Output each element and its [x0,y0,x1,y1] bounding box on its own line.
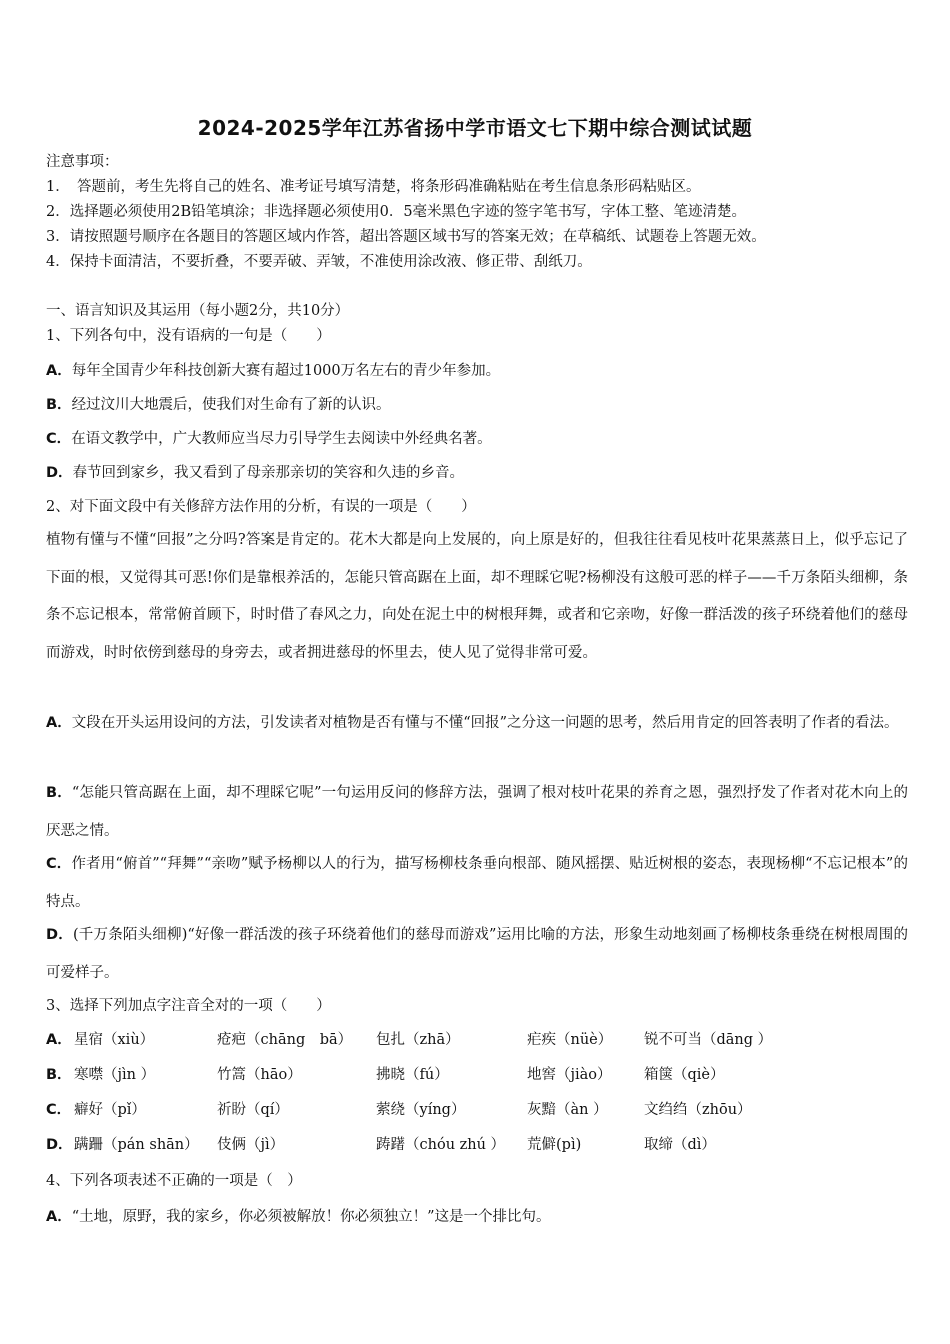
q3-cell: 踌躇（chóu zhú ） [376,1137,506,1153]
option-text: 每年全国青少年科技创新大赛有超过1000万名左右的青少年参加。 [71,363,501,379]
option-text: 文段在开头运用设问的方法，引发读者对植物是否有懂与不懂“回报”之分这一问题的思考，然后用肯定的回答表明了作者的看法。 [71,715,899,731]
q2-passage: 植物有懂与不懂“回报”之分吗?答案是肯定的。花木大都是向上发展的，向上原是好的，但我往往看见枝叶花果蒸蒸日上，似乎忘记了下面的根，又觉得其可恶!你们是靠根养活的，怎能只管高踞在上面，却不理睬它呢?杨柳没有这般可恶的样子——千万条陌头细柳，条条不忘记根本，常常俯首顾下，时时借了春风之力，向处在泥土中的树根拜舞，或者和它亲吻，好像一群活泼的孩子环绕着他们的慈母而游戏，时时依傍到慈母的身旁去，或者拥进慈母的怀里去，使人见了觉得非常可爱。 [46,532,908,661]
q3-cell: 疟疾（nüè） [527,1032,613,1048]
option-label: D． [46,927,73,943]
option-label: A． [46,1209,72,1225]
q3-cell: 祈盼（qí） [217,1102,289,1118]
option-text: 在语文教学中，广大教师应当尽力引导学生去阅读中外经典名著。 [71,431,492,447]
q3-row-label: D． [46,1137,73,1153]
question-3-stem: 3、选择下列加点字注音全对的一项（ ） [46,998,331,1014]
option-label: A． [46,363,72,379]
q3-row-label: C． [46,1102,72,1118]
notice-item: 1． 答题前，考生先将自己的姓名、准考证号填写清楚，将条形码准确粘贴在考生信息条形码粘贴区。 [46,179,701,195]
q3-cell: 文绉绉（zhōu） [644,1102,752,1118]
q3-row-label: A． [46,1032,72,1048]
option-label: C． [46,431,72,447]
question-4-stem: 4、下列各项表述不正确的一项是（ ） [46,1173,302,1189]
q4-option-a [46,1207,910,1227]
q1-option-a [46,361,910,381]
q3-cell: 包扎（zhā） [376,1032,460,1048]
q2-option-b [46,775,908,850]
option-label: A． [46,715,72,731]
q2-option-c [46,846,908,921]
q3-cell: 疮疤（chāng bā） [217,1032,353,1048]
q3-cell: 拂晓（fú） [376,1067,449,1083]
q3-cell: 竹篙（hāo） [217,1067,302,1083]
option-label: B． [46,397,72,413]
q3-cell: 锐不可当（dāng ） [644,1032,773,1048]
q1-option-b [46,395,910,415]
option-text: “土地，原野，我的家乡，你必须被解放！你必须独立！”这是一个排比句。 [71,1209,551,1225]
q2-option-a [46,705,908,743]
option-text: 作者用“俯首”“拜舞”“亲吻”赋予杨柳以人的行为，描写杨柳枝条垂向根部、随风摇摆、贴近树根的姿态，表现杨柳“不忘记根本”的特点。 [46,856,908,910]
q2-option-d [46,917,908,992]
question-2-stem: 2、对下面文段中有关修辞方法作用的分析，有误的一项是（ ） [46,499,476,515]
q3-cell: 萦绕（yíng） [376,1102,466,1118]
q3-cell: 伎俩（jì） [217,1137,285,1153]
q3-cell: 蹒跚（pán shān） [74,1137,199,1153]
q3-row-label: B． [46,1067,72,1083]
q1-option-c [46,429,910,449]
q3-cell: 寒噤（jìn ） [74,1067,156,1083]
notice-item: 2．选择题必须使用2B铅笔填涂；非选择题必须使用0．5毫米黑色字迹的签字笔书写，字体工整、笔迹清楚。 [46,204,747,220]
option-label: C． [46,856,72,872]
q3-cell: 灰黯（àn ） [527,1102,608,1118]
q3-cell: 地窖（jiào） [527,1067,612,1083]
q1-option-d [46,463,910,483]
notice-item: 4．保持卡面清洁，不要折叠，不要弄破、弄皱，不准使用涂改液、修正带、刮纸刀。 [46,254,592,270]
question-1-stem: 1、下列各句中，没有语病的一句是（ ） [46,328,331,344]
option-text: 经过汶川大地震后，使我们对生命有了新的认识。 [71,397,391,413]
q3-cell: 星宿（xiù） [74,1032,155,1048]
q3-cell: 取缔（dì） [644,1137,716,1153]
option-text: (千万条陌头细柳)“好像一群活泼的孩子环绕着他们的慈母而游戏”运用比喻的方法，形象生动地刻画了杨柳枝条垂绕在树根周围的可爱样子。 [46,927,908,981]
page-title: 2024-2025学年江苏省扬中学市语文七下期中综合测试试题 [197,116,753,140]
notice-item: 3．请按照题号顺序在各题目的答题区域内作答，超出答题区域书写的答案无效；在草稿纸、试题卷上答题无效。 [46,229,766,245]
notice-heading: 注意事项： [46,154,119,170]
option-text: 春节回到家乡，我又看到了母亲那亲切的笑容和久违的乡音。 [72,465,465,481]
option-text: “怎能只管高踞在上面，却不理睬它呢”一句运用反问的修辞方法，强调了根对枝叶花果的养育之恩，强烈抒发了作者对花木向上的厌恶之情。 [46,785,908,839]
q3-cell: 荒僻(pì) [527,1137,582,1153]
option-label: B． [46,785,72,801]
q3-cell: 癖好（pǐ） [74,1102,146,1118]
q3-cell: 箱箧（qiè） [644,1067,725,1083]
option-label: D． [46,465,73,481]
section-heading: 一、语言知识及其运用（每小题2分，共10分） [46,303,350,319]
